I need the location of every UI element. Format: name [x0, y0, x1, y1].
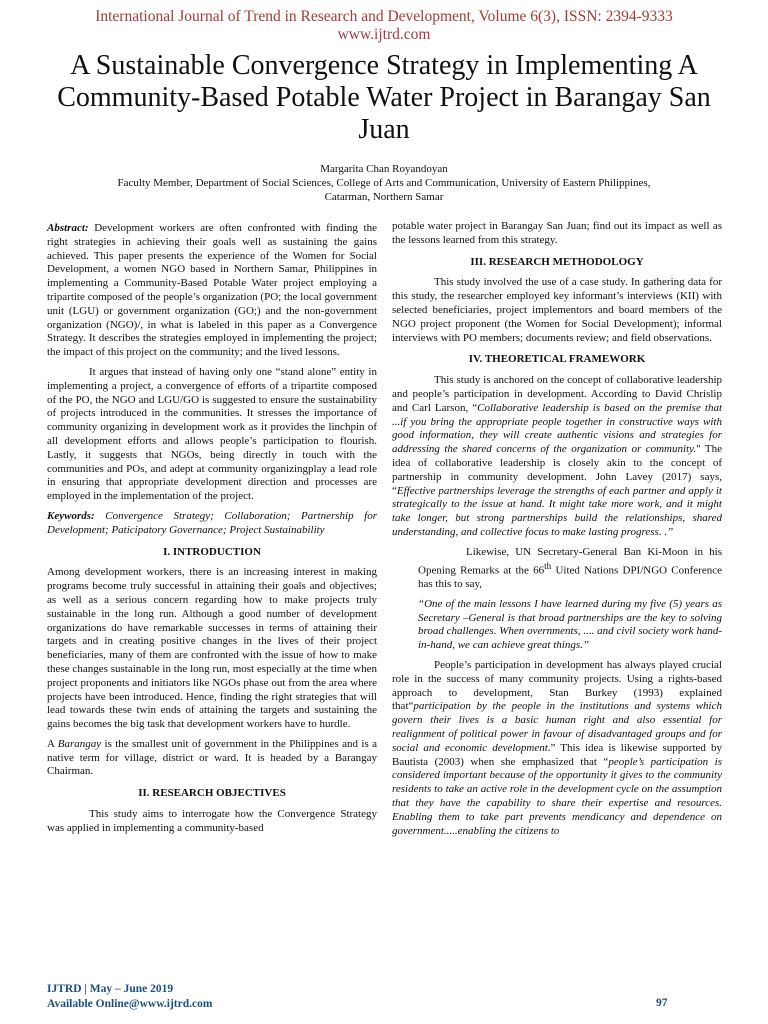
abstract-text: Development workers are often confronted with finding the right strategies in achieving their goals well as sustaining the gains achieved. This paper presents the experience of the Women for Social Development, a women NGO based in Northern Samar, Philippines in implementing a Community-Based Potable Water project employing a tripartite composed of the people’s organization (PO; the local government unit (LGU) or government organization (GO;) and the non-government organization (NGO)/, in what is labeled in this paper as a Convergence Strategy. It describes the strategies employed in implementing the project; the impact of this project on the community; and the lived lessons.	[47, 222, 377, 359]
methodology-paragraph: This study involved the use of a case study. In gathering data for this study, the researcher employed key informant’s interviews (KII) with selected beneficiaries, project implementors and board members of the NGO project proponent (the Women for Social Development); informal interviews with PO members; documents review; and field observations.	[392, 276, 722, 344]
objectives-paragraph: This study aims to interrogate how the Convergence Strategy was applied in implementing a community-based	[47, 808, 377, 834]
footer-available[interactable]: Available Online@www.ijtrd.com	[47, 998, 213, 1010]
page-number: 97	[656, 997, 668, 1009]
chrislip-quote: Collaborative leadership is based on the premise that ...if you bring the appropriate people together in constructive ways with good information, they will create authentic visions and strategies for addressing the shared concerns of the organization or community.	[392, 401, 723, 456]
left-column	[47, 222, 377, 842]
author-affiliation: Faculty Member, Department of Social Sciences, College of Arts and Communication, University of Eastern Philippines,	[117, 177, 651, 189]
participation-paragraph	[392, 659, 722, 838]
abstract-paragraph	[47, 222, 377, 360]
author-block	[20, 162, 748, 204]
ban-ki-moon-quote: “One of the main lessons I have learned during my five (5) years as Secretary –General is that broad partnerships are the key to solving broad challenges. When overnments, .... and civil society work hand-in-hand, we can achieve great things.”	[418, 597, 722, 652]
intro-text-a: A	[47, 737, 58, 750]
ban-intro-sup: th	[544, 560, 552, 571]
ban-intro-text-b: Uited Nations DPI/NGO Conference has this to say,	[418, 564, 722, 590]
intro-paragraph-2	[47, 738, 377, 779]
section-heading-introduction: I. INTRODUCTION	[163, 545, 261, 558]
journal-header	[0, 8, 768, 44]
ban-intro-text-a: Likewise, UN Secretary-General Ban Ki-Moon in his Opening Remarks at the 66	[418, 545, 722, 577]
author-location: Catarman, Northern Samar	[324, 191, 444, 203]
lavey-quote: Effective partnerships leverage the strengths of each partner and apply it strategically to the issue at hand. It might take more work, and it might take longer, but strong partnerships build the relationships, shared understanding, and collective focus to make lasting progress. .”	[392, 484, 722, 538]
abstract-label: Abstract:	[47, 222, 89, 234]
intro-paragraph-1: Among development workers, there is an increasing interest in making programs become truly successful in attaining their goals and objectives; as well as a serious concern regarding how to make projects truly sustainable in the long run. Although a good number of development organizations do have remarkable successes in terms of attaining their targets and in creating positive changes in the lives of their project beneficiaries, many of them are confronted with the issue of how to make these changes sustainable in the long run, most especially at the time when project proponents and initiators like NGOs phase out from the area where projects have been introduced. Hence, finding the right strategies that will lead towards these twin ends of attaining the targets and sustaining the gains becomes the big task that development workers have to hurdle.	[47, 566, 377, 731]
framework-text-a: This study is anchored on the concept of collaborative leadership and people’s participation in development. According to David Chrislip and Carl Larson, “	[392, 374, 722, 414]
section-heading-framework: IV. THEORETICAL FRAMEWORK	[468, 353, 646, 366]
footer-issue: IJTRD | May – June 2019	[47, 983, 174, 995]
footer-left	[47, 982, 212, 1012]
burkey-quote: participation by the people in the institutions and systems which govern their lives is a basic human right and also essential for realignment of political power in favour of disadvantaged groups and for social and economic development	[392, 700, 722, 754]
framework-paragraph	[392, 374, 722, 540]
section-heading-objectives: II. RESEARCH OBJECTIVES	[138, 787, 286, 800]
journal-citation: International Journal of Trend in Research and Development, Volume 6(3), ISSN: 2394-9333	[95, 8, 673, 25]
section-heading-methodology: III. RESEARCH METHODOLOGY	[470, 255, 644, 268]
ban-ki-moon-intro	[418, 546, 722, 592]
journal-url[interactable]: www.ijtrd.com	[337, 26, 431, 43]
barangay-term: Barangay	[57, 737, 102, 750]
bautista-quote: people’s participation is considered important because of the opportunity it gives to the community residents to take an active role in the development cycle on the assumption that they have the capability to share their expertise and resources. Enabling them to take part prevents mendicancy and dependence on government.....enabling the citizens to	[392, 755, 722, 837]
keywords-paragraph	[47, 510, 377, 538]
participation-text-b: .” This idea is likewise supported by Bautista (2003) when she emphasized that “	[392, 741, 723, 768]
objectives-continued: potable water project in Barangay San Juan; find out its impact as well as the lessons learned from this strategy.	[392, 220, 722, 246]
paper-title: A Sustainable Convergence Strategy in Implementing A Community-Based Potable Water Project in Barangay San Juan	[57, 50, 711, 145]
keywords-text: Convergence Strategy; Collaboration; Partnership for Development; Paticipatory Governance; Project Sustainability	[47, 509, 377, 536]
abstract-paragraph-2: It argues that instead of having only one “stand alone” entity in implementing a project, a convergence of efforts of a tripartite composed of the PO, the NGO and LGU/GO is suggested to ensure the sustainability of projects introduced in the communities. It stresses the importance of community organizing in development work as it provides the linchpin of all development efforts and allows people’s participation to flourish. Lastly, it suggests that NGOs, being directly in touch with the communities and POs, and adept at community organizingplay a lead role in ensuring that appropriate development direction and processes are employed in the implementation of the project.	[47, 365, 377, 503]
keywords-label: Keywords:	[47, 509, 95, 522]
framework-text-b: " The idea of collaborative leadership is closely akin to the concept of partnership in community development. John Lavey (2017) says, “	[392, 443, 722, 497]
participation-text-a: People’s participation in development has always played crucial role in the success of many community projects. Using a rights-based approach to development, Stan Burkey (1993) explained that“	[392, 658, 722, 713]
intro-text-b: is the smallest unit of government in the Philippines and is a native term for village, district or ward. It is headed by a Barangay Chairman.	[47, 737, 377, 778]
author-name: Margarita Chan Royandoyan	[320, 163, 448, 175]
right-column	[392, 220, 722, 844]
